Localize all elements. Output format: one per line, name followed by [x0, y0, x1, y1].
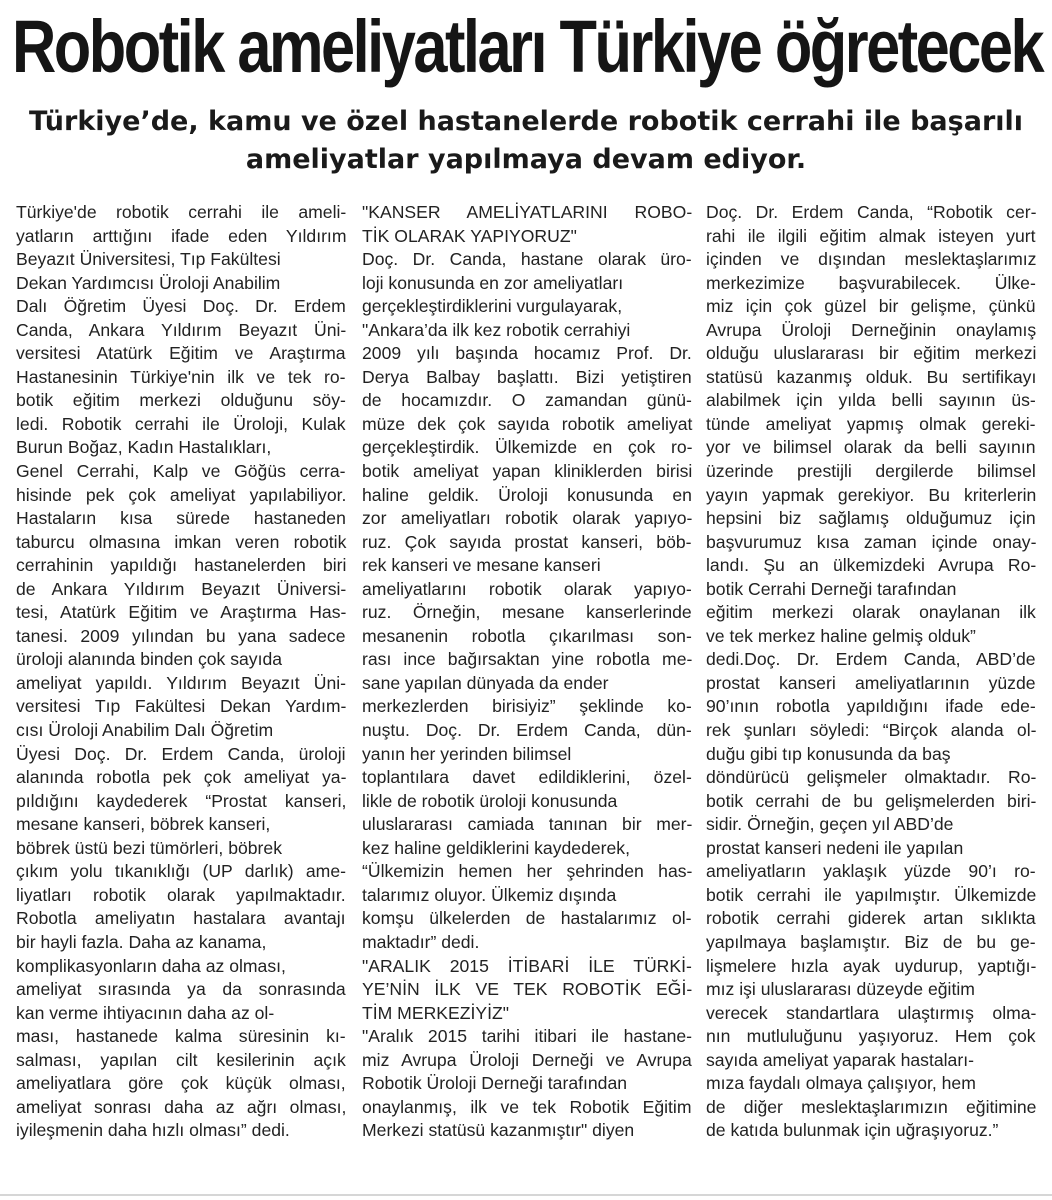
article-text-line: duğu gibi tıp konusunda da baş: [706, 743, 951, 764]
article-text-line: de hocamızdır. O zamandan günü-: [362, 390, 692, 411]
article-text-line: botik cerrahi de bu gelişmelerden biri-: [706, 790, 1037, 811]
article-text-line: Beyazıt Üniversitesi, Tıp Fakültesi: [16, 249, 281, 270]
article-text-line: gerçekleştirdiklerini vurgulayarak,: [362, 296, 623, 317]
article-text-line: Merkezi statüsü kazanmıştır" diyen: [362, 1120, 635, 1141]
article-text-line: Robotla ameliyatın hastalara avantajı: [16, 908, 346, 929]
article-text-line: rası ince bağırsaktan yine robotla me-: [362, 649, 693, 670]
article-text-line: mıza faydalı olmaya çalışıyor, hem: [706, 1073, 976, 1094]
article-text-line: miz Avrupa Üroloji Derneği ve Avrupa: [362, 1049, 692, 1070]
article-text-line: "ARALIK 2015 İTİBARİ İLE TÜRKİ-: [362, 955, 692, 976]
article-text-line: sayıda ameliyat yaparak hastaları-: [706, 1049, 974, 1070]
article-text-line: ruz. Çok sayıda prostat kanseri, böb-: [362, 531, 692, 552]
article-text-line: yor ve bilimsel olarak da belli sayının: [706, 437, 1036, 458]
article-text-line: sane yapılan dünyada da ender: [362, 672, 609, 693]
article-text-line: başvurumuz kısa zaman içinde onay-: [706, 531, 1037, 552]
article-text-line: iyileşmenin daha hızlı olması” dedi.: [16, 1120, 290, 1141]
article-text-line: merkezimize başvurabilecek. Ülke-: [706, 272, 1036, 293]
article-text-line: 90’ının robotla yapıldığını ifade ede-: [706, 696, 1036, 717]
article-text-line: yayın yapmak gerekiyor. Bu kriterlerin: [706, 484, 1037, 505]
article-text-line: hisinde pek çok ameliyat yapılabiliyor.: [16, 484, 347, 505]
article-text-line: ruz. Örneğin, mesane kanserlerinde: [362, 602, 692, 623]
article-text-line: rek kanseri ve mesane kanseri: [362, 555, 601, 576]
article-text-line: "KANSER AMELİYATLARINI ROBO-: [362, 202, 693, 222]
article-text-line: de katıda bulunmak için uğraşıyoruz.”: [706, 1120, 999, 1141]
article-text-line: prostat kanseri ameliyatlarının yüzde: [706, 672, 1036, 693]
article-text-line: rek şunları söyledi: “Birçok alanda ol-: [706, 720, 1037, 741]
article-text-line: olduğu uluslararası bir eğitim merkezi: [706, 343, 1037, 364]
article-text-line: toplantılara davet edildiklerini, özel-: [362, 767, 692, 788]
article-text-line: liyatları robotik olarak yapılmaktadır.: [16, 884, 346, 905]
article-text-line: eğitim merkezi olarak onaylanan ilk: [706, 602, 1036, 623]
article-text-line: dedi.Doç. Dr. Erdem Canda, ABD’de: [706, 649, 1036, 670]
article-text-line: TİK OLARAK YAPIYORUZ": [362, 225, 577, 246]
article-text-line: likle de robotik üroloji konusunda: [362, 790, 618, 811]
article-text-line: kez haline geldiklerini kaydederek,: [362, 837, 630, 858]
article-text-line: cısı Üroloji Anabilim Dalı Öğretim: [16, 720, 274, 741]
article-text-line: Derya Balbay başlattı. Bizi yetiştiren: [362, 366, 692, 387]
article-text-line: "Ankara’da ilk kez robotik cerrahiyi: [362, 319, 631, 340]
article-text-line: versitesi Atatürk Eğitim ve Araştırma: [16, 343, 346, 364]
article-text-line: Genel Cerrahi, Kalp ve Göğüs cerra-: [16, 461, 346, 482]
article-text-line: taburcu olmasına imkan veren robotik: [16, 531, 347, 552]
article-text-line: "Aralık 2015 tarihi itibari ile hastane-: [362, 1026, 693, 1047]
article-text-line: onaylanmış, ilk ve tek Robotik Eğitim: [362, 1096, 692, 1117]
article-text-line: botik ameliyat yapan kliniklerden birisi: [362, 461, 693, 482]
article-text-line: Dekan Yardımcısı Üroloji Anabilim: [16, 272, 281, 293]
article-text-line: Avrupa Üroloji Derneğinin onaylamış: [706, 319, 1037, 340]
article-text-line: ameliyat yapıldı. Yıldırım Beyazıt Üni-: [16, 672, 347, 693]
article-text-line: Doç. Dr. Canda, hastane olarak üro-: [362, 249, 692, 270]
article-text-line: Türkiye'de robotik cerrahi ile ameli-: [16, 202, 347, 222]
article-text-line: gerçekleştirdik. Ülkemizde en çok ro-: [362, 437, 693, 458]
article-text-line: Burun Boğaz, Kadın Hastalıkları,: [16, 437, 272, 458]
bottom-divider: [0, 1194, 1052, 1196]
article-text-line: maktadır” dedi.: [362, 931, 480, 952]
article-text-line: Hastanesinin Türkiye'nin ilk ve tek ro-: [16, 366, 346, 387]
article-text-line: zor ameliyatları robotik olarak yapıyo-: [362, 508, 693, 529]
subheadline-line: ameliyatlar yapılmaya devam ediyor.: [245, 144, 807, 175]
article-column-2: [362, 201, 692, 1143]
article-text-line: merkezlerden birisiyiz” şeklinde ko-: [362, 696, 692, 717]
article-column-1: [16, 201, 346, 1143]
article-text-line: mız işi uluslararası düzeyde eğitim: [706, 979, 975, 1000]
article-text-line: cerrahinin yapıldığı hastanelerden biri: [16, 555, 347, 576]
article-text-line: botik Cerrahi Derneği tarafından: [706, 578, 957, 599]
article-text-line: landı. Şu an ülkemizdeki Avrupa Ro-: [706, 555, 1037, 576]
article-text-line: ve tek merkez haline gelmiş olduk”: [706, 625, 976, 646]
article-text-line: rahi ile ilgili eğitim almak isteyen yurt: [706, 225, 1036, 246]
article-text-line: ameliyat sonrası daha az ağrı olması,: [16, 1096, 347, 1117]
article-text-line: üroloji alanında binden çok sayıda: [16, 649, 283, 670]
article-text-line: nın mutluluğunu yaşıyoruz. Hem çok: [706, 1026, 1036, 1047]
article-column-3: [706, 201, 1036, 1143]
article-text-line: Üyesi Doç. Dr. Erdem Canda, üroloji: [16, 743, 346, 764]
article-text-line: ameliyatların yaklaşık yüzde 90’ı ro-: [706, 861, 1036, 882]
article-text-line: Dalı Öğretim Üyesi Doç. Dr. Erdem: [16, 296, 346, 317]
article-text-line: uluslararası camiada tanınan bir mer-: [362, 814, 693, 835]
article-text-line: yatların arttığını ifade eden Yıldırım: [16, 225, 347, 246]
article-text-line: çıkım yolu tıkanıklığı (UP darlık) ame-: [16, 861, 346, 882]
article-text-line: hepsini biz sağlamış olduğumuz için: [706, 508, 1036, 529]
article-text-line: tesi, Atatürk Eğitim ve Araştırma Has-: [16, 602, 347, 623]
article-text-line: mesanenin robotla çıkarılması son-: [362, 625, 692, 646]
subheadline-line: Türkiye’de, kamu ve özel hastanelerde robotik cerrahi ile başarılı: [28, 106, 1024, 137]
article-text-line: haline geldik. Üroloji konusunda en: [362, 484, 692, 505]
article-text-line: kan verme ihtiyacının daha az ol-: [16, 1002, 275, 1023]
article-text-line: alabilmek için yılda belli sayının üs-: [706, 390, 1036, 411]
article-text-line: 2009 yılı başında hocamız Prof. Dr.: [362, 343, 692, 364]
article-text-line: Hastaların kısa sürede hastaneden: [16, 508, 346, 529]
article-text-line: yapılmaya başlamıştır. Biz de bu ge-: [706, 931, 1036, 952]
article-text-line: tanesi. 2009 yılından bu yana sadece: [16, 625, 346, 646]
article-text-line: müze dek çok sayıda robotik ameliyat: [362, 413, 693, 434]
article-text-line: ameliyatlara göre çok küçük olması,: [16, 1073, 346, 1094]
headline: Robotik ameliyatları Türkiye öğretecek: [12, 5, 1043, 88]
article-text-line: botik cerrahi ile yapılmıştır. Ülkemizde: [706, 884, 1037, 905]
article-text-line: ameliyat sırasında ya da sonrasında: [16, 979, 346, 1000]
article-text-line: lişmelere hızla ayak uydurup, yaptığı-: [706, 955, 1037, 976]
article-text-line: böbrek üstü bezi tümörleri, böbrek: [16, 837, 282, 858]
subheadline: [20, 103, 1032, 179]
article-text-line: “Ülkemizin hemen her şehrinden has-: [362, 861, 693, 882]
article-text-line: botik eğitim merkezi olduğunu söy-: [16, 390, 346, 411]
article-text-line: tünde ameliyat yapmış olmak gereki-: [706, 413, 1036, 434]
article-text-line: Canda, Ankara Yıldırım Beyazıt Üni-: [16, 319, 347, 340]
article-text-line: nuştu. Doç. Dr. Erdem Canda, dün-: [362, 720, 692, 741]
article-text-line: yanın her yerinden bilimsel: [362, 743, 572, 764]
article-text-line: Robotik Üroloji Derneği tarafından: [362, 1073, 628, 1094]
article-text-line: döndürücü gelişmeler olmaktadır. Ro-: [706, 767, 1037, 788]
article-text-line: talarımız oluyor. Ülkemiz dışında: [362, 884, 617, 905]
article-text-line: mesane kanseri, böbrek kanseri,: [16, 814, 271, 835]
article-text-line: ameliyatlarını robotik olarak yapıyo-: [362, 578, 692, 599]
article-text-line: de diğer meslektaşlarımızın eğitimine: [706, 1096, 1037, 1117]
article-text-line: içinden ve dışından meslektaşlarımız: [706, 249, 1037, 270]
article-text-line: de Ankara Yıldırım Beyazıt Üniversi-: [16, 578, 347, 599]
article-text-line: pıldığını kaydederek “Prostat kanseri,: [16, 790, 347, 811]
article-text-line: sidir. Örneğin, geçen yıl ABD’de: [706, 814, 954, 835]
article-text-line: üzerinde prestijli dergilerde bilimsel: [706, 461, 1036, 482]
article-text-line: salması, yapılan cilt kesilerinin açık: [16, 1049, 346, 1070]
article-text-line: komşu ülkelerden de hastalarımız ol-: [362, 908, 692, 929]
article-text-line: loji konusunda en zor ameliyatları: [362, 272, 624, 293]
article-text-line: ması, hastanede kalma süresinin kı-: [16, 1026, 346, 1047]
article-text-line: TİM MERKEZİYİZ": [362, 1002, 509, 1023]
article-text-line: robotik cerrahi giderek artan sıklıkta: [706, 908, 1036, 929]
article-text-line: verecek standartlara ulaştırmış olma-: [706, 1002, 1037, 1023]
article-text-line: komplikasyonların daha az olması,: [16, 955, 286, 976]
article-text-line: miz için çok güzel bir gelişme, çünkü: [706, 296, 1036, 317]
article-text-line: versitesi Tıp Fakültesi Dekan Yardım-: [16, 696, 347, 717]
article-text-line: alanında robotla pek çok ameliyat ya-: [16, 767, 347, 788]
article-text-line: bir hayli fazla. Daha az kanama,: [16, 931, 267, 952]
article-text-line: prostat kanseri nedeni ile yapılan: [706, 837, 964, 858]
article-text-line: statüsü kazanmış olduk. Bu sertifikayı: [706, 366, 1037, 387]
article-text-line: YE’NİN İLK VE TEK ROBOTİK EĞİ-: [362, 979, 693, 1000]
article-text-line: Doç. Dr. Erdem Canda, “Robotik cer-: [706, 202, 1037, 222]
article-text-line: ledi. Robotik cerrahi ile Üroloji, Kulak: [16, 413, 346, 434]
